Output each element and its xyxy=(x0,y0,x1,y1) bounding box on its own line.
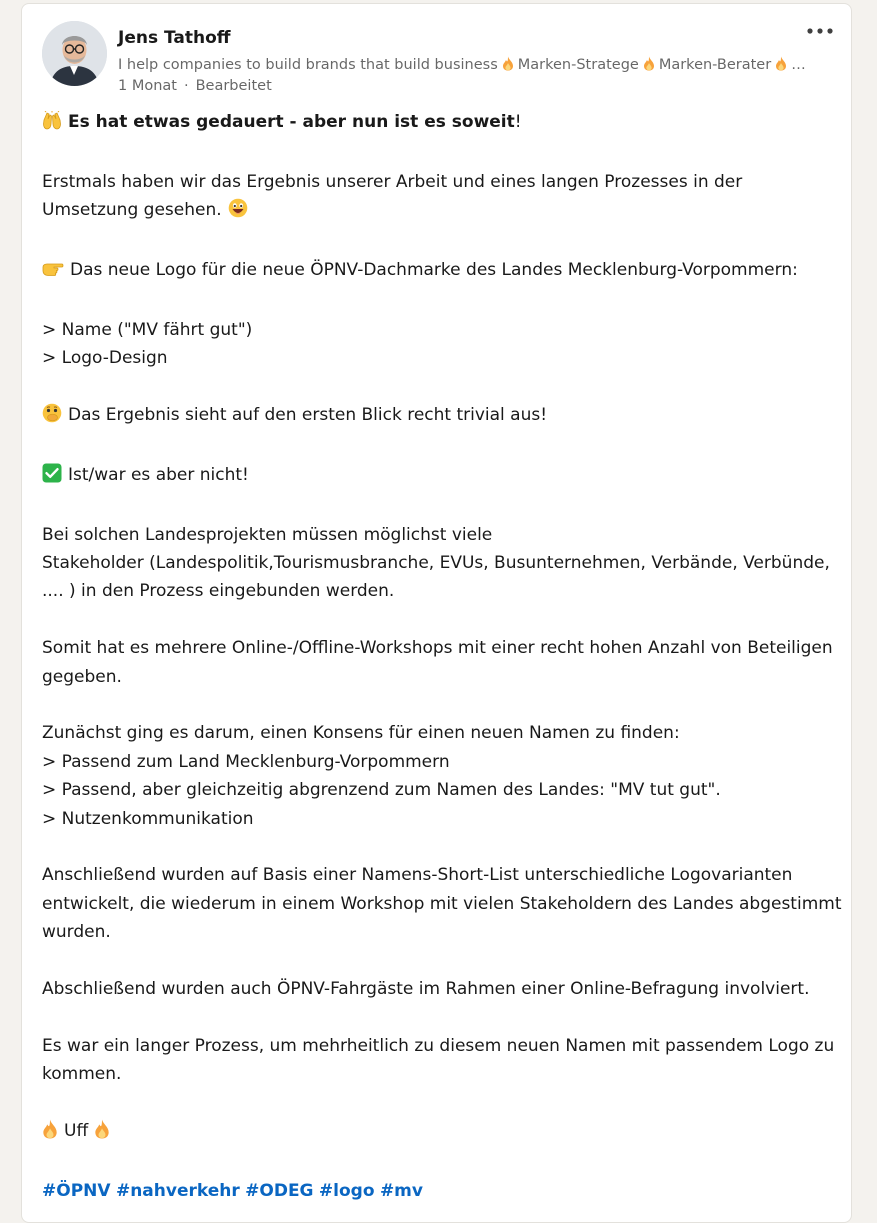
post-title-end: ! xyxy=(514,112,522,132)
paragraph-4 xyxy=(42,461,842,492)
hashtag-link[interactable]: #mv xyxy=(379,1180,423,1201)
paragraph-1 xyxy=(42,168,842,228)
post-title-line xyxy=(42,108,842,139)
edited-label: Bearbeitet xyxy=(195,78,272,94)
paragraph-9: Abschließend wurden auch ÖPNV-Fahrgäste im Rahmen einer Online-Befragung involviert. xyxy=(42,979,810,1000)
author-avatar[interactable] xyxy=(42,21,107,86)
hashtag-link[interactable]: #ODEG xyxy=(245,1180,314,1201)
post-meta xyxy=(118,78,272,94)
uff-line xyxy=(42,1117,842,1148)
paragraph-2-text: Das neue Logo für die neue ÖPNV-Dachmarke des Landes Mecklenburg-Vorpommern: xyxy=(70,260,798,280)
fire-icon xyxy=(42,1119,58,1148)
fire-icon xyxy=(94,1119,110,1148)
hashtag-link[interactable]: #ÖPNV xyxy=(42,1180,111,1201)
paragraph-7-intro: Zunächst ging es darum, einen Konsens für einen neuen Namen zu finden: xyxy=(42,723,680,744)
headline-part-3: Marken-Berater xyxy=(658,57,772,73)
post-card xyxy=(21,3,852,1223)
hashtag-link[interactable]: #logo xyxy=(318,1180,375,1201)
list-1-item: > Logo-Design xyxy=(42,348,168,369)
author-headline xyxy=(118,56,833,75)
headline-part-2: Marken-Stratege xyxy=(517,57,639,73)
hashtag-link[interactable]: #nahverkehr xyxy=(115,1180,240,1201)
paragraph-5-line: Stakeholder (Landespolitik,Tourismusbranche, EVUs, Busunternehmen, Verbände, Verbünde, xyxy=(42,553,830,573)
raised-hands-icon xyxy=(42,111,62,139)
backhand-index-pointing-right-icon xyxy=(42,259,64,287)
post-time[interactable]: 1 Monat xyxy=(118,78,177,94)
fire-icon xyxy=(502,56,514,75)
paragraph-3-text: Das Ergebnis sieht auf den ersten Blick recht trivial aus! xyxy=(68,405,548,425)
list-2-item: > Passend zum Land Mecklenburg-Vorpommern xyxy=(42,751,450,772)
paragraph-5-line: Bei solchen Landesprojekten müssen möglichst viele xyxy=(42,524,493,545)
list-2-item: > Nutzenkommunikation xyxy=(42,808,254,829)
paragraph-2 xyxy=(42,256,842,287)
author-name[interactable]: Jens Tathoff xyxy=(118,28,231,48)
hashtag-list xyxy=(42,1177,842,1205)
headline-part-1: I help companies to build brands that build business xyxy=(118,57,498,73)
check-mark-button-icon xyxy=(42,463,62,492)
list-2-item: > Passend, aber gleichzeitig abgrenzend zum Namen des Landes: "MV tut gut". xyxy=(42,780,721,801)
post-title: Es hat etwas gedauert - aber nun ist es soweit xyxy=(68,112,515,132)
more-horizontal-icon xyxy=(802,22,842,44)
grinning-face-icon xyxy=(228,198,248,227)
headline-ellipsis: … xyxy=(791,57,806,73)
paragraph-4-text: Ist/war es aber nicht! xyxy=(68,464,249,485)
uff-text: Uff xyxy=(64,1121,89,1142)
fire-icon xyxy=(643,56,655,75)
paragraph-3 xyxy=(42,401,842,432)
post-body xyxy=(42,108,842,1205)
list-1-item: > Name ("MV fährt gut") xyxy=(42,319,253,340)
paragraph-10: Es war ein langer Prozess, um mehrheitlich zu diesem neuen Namen mit passendem Logo zu kommen. xyxy=(42,1035,835,1085)
more-options-button[interactable] xyxy=(802,22,842,44)
fire-icon xyxy=(775,56,787,75)
paragraph-1-text: Erstmals haben wir das Ergebnis unserer Arbeit und eines langen Prozesses in der Umsetzung gesehen. xyxy=(42,171,743,221)
paragraph-8: Anschließend wurden auf Basis einer Namens-Short-List unterschiedliche Logovarianten entwickelt, die wiederum in einem Workshop mit vielen Stakeholdern des Landes abgestimmt wurden. xyxy=(42,865,842,943)
paragraph-6: Somit hat es mehrere Online-/Offline-Workshops mit einer recht hohen Anzahl von Beteiligen gegeben. xyxy=(42,638,833,687)
meta-separator: · xyxy=(183,78,189,94)
paragraph-5-line: .... ) in den Prozess eingebunden werden. xyxy=(42,581,395,602)
author-photo xyxy=(42,21,107,86)
face-with-hand-over-mouth-icon xyxy=(42,403,62,432)
